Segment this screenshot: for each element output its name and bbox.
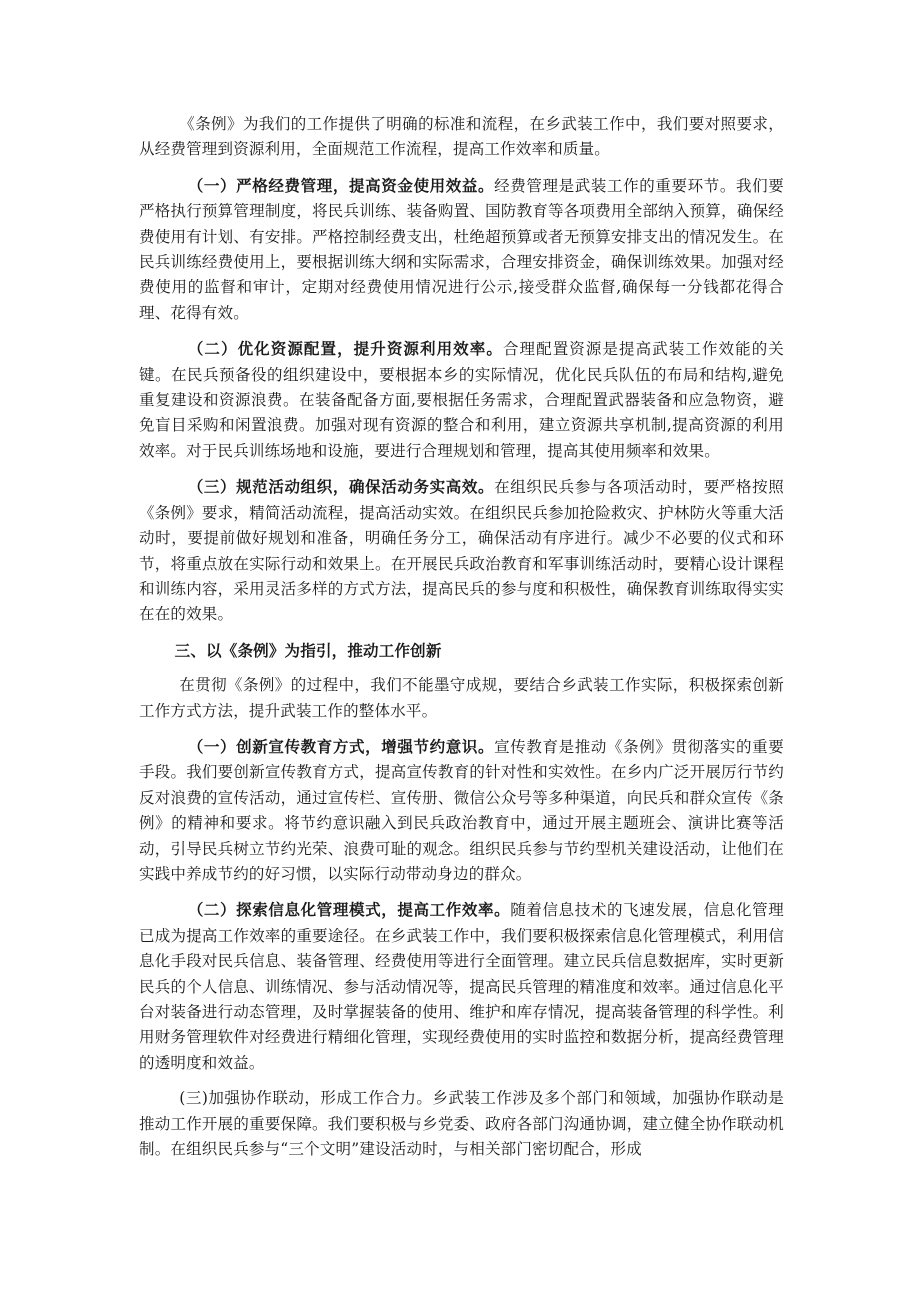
section3-item-1-body: 宣传教育是推动《条例》贯彻落实的重要手段。我们要创新宣传教育方式，提高宣传教育的针对性和实效性。在乡内广泛开展厉行节约反对浪费的宣传活动，通过宣传栏、宣传册、微信公众号等多种渠道，向民兵和群众宣传《条例》的精神和要求。将节约意识融入到民兵政治教育中，通过开展主题班会、演讲比赛等活动，引导民兵树立节约光荣、浪费可耻的观念。组织民兵参与节约型机关建设活动，让他们在实践中养成节约的好习惯，以实际行动带动身边的群众。 (139, 737, 784, 883)
intro-paragraph: 《条例》为我们的工作提供了明确的标准和流程，在乡武装工作中，我们要对照要求，从经费管理到资源利用，全面规范工作流程，提高工作效率和质量。 (139, 115, 784, 159)
document-page (139, 112, 784, 1162)
section3-item-2-body: 随着信息技术的飞速发展，信息化管理已成为提高工作效率的重要途径。在乡武装工作中，我们要积极探索信息化管理模式，利用信息化手段对民兵信息、装备管理、经费使用等进行全面管理。建立民兵信息数据库，实时更新民兵的个人信息、训练情况、参与活动情况等，提高民兵管理的精准度和效率。通过信息化平台对装备进行动态管理，及时掌握装备的使用、维护和库存情况，提高装备管理的科学性。利用财务管理软件对经费进行精细化管理，实现经费使用的实时监控和数据分析，提高经费管理的透明度和效益。 (139, 901, 784, 1072)
section2-item-3 (139, 474, 784, 627)
section3-item-2 (139, 897, 784, 1076)
section2-item-1 (139, 173, 784, 326)
section2-item-2-body: 合理配置资源是提高武装工作效能的关键。在民兵预备役的组织建设中，要根据本乡的实际情况，优化民兵队伍的布局和结构,避免重复建设和资源浪费。在装备配备方面,要根据任务需求，合理配置武器装备和应急物资，避免盲目采购和闲置浪费。加强对现有资源的整合和利用，建立资源共享机制,提高资源的利用效率。对于民兵训练场地和设施，要进行合理规划和管理，提高其使用频率和效果。 (139, 340, 784, 460)
section3-item-2-lead: （二）探索信息化管理模式，提高工作效率。 (187, 900, 511, 920)
section2-item-3-body: 在组织民兵参与各项活动时，要严格按照《条例》要求，精简活动流程，提高活动实效。在组织民兵参加抢险救灾、护林防火等重大活动时，要提前做好规划和准备，明确任务分工，确保活动有序进行。减少不必要的仪式和环节，将重点放在实际行动和效果上。在开展民兵政治教育和军事训练活动时，要精心设计课程和训练内容，采用灵活多样的方式方法，提高民兵的参与度和积极性，确保教育训练取得实实在在的效果。 (139, 478, 784, 624)
section3-item-1-lead: （一）创新宣传教育方式，增强节约意识。 (187, 736, 495, 756)
section3-heading: 三、以《条例》为指引，推动工作创新 (174, 640, 442, 660)
section3-item-3: (三)加强协作联动，形成工作合力。乡武装工作涉及多个部门和领域，加强协作联动是推动工作开展的重要保障。我们要积极与乡党委、政府各部门沟通协调，建立健全协作联动机制。在组织民兵参与“三个文明”建设活动时，与相关部门密切配合，形成 (139, 1089, 784, 1159)
section2-item-1-lead: （一）严格经费管理，提高资金使用效益。 (187, 175, 495, 195)
section2-item-1-body: 经费管理是武装工作的重要环节。我们要严格执行预算管理制度，将民兵训练、装备购置、国防教育等各项费用全部纳入预算，确保经费使用有计划、有安排。严格控制经费支出，杜绝超预算或者无预算安排支出的情况发生。在民兵训练经费使用上，要根据训练大纲和实际需求，合理安排资金，确保训练效果。加强对经费使用的监督和审计，定期对经费使用情况进行公示,接受群众监督,确保每一分钱都花得合理、花得有效。 (139, 176, 784, 322)
section3-item-1 (139, 734, 784, 887)
section3-intro: 在贯彻《条例》的过程中，我们不能墨守成规，要结合乡武装工作实际，积极探索创新工作方式方法，提升武装工作的整体水平。 (139, 676, 784, 720)
section2-item-3-lead: （三）规范活动组织，确保活动务实高效。 (187, 477, 495, 497)
section2-item-2 (139, 336, 784, 464)
section2-item-2-lead: （二）优化资源配置，提升资源利用效率。 (187, 339, 503, 359)
